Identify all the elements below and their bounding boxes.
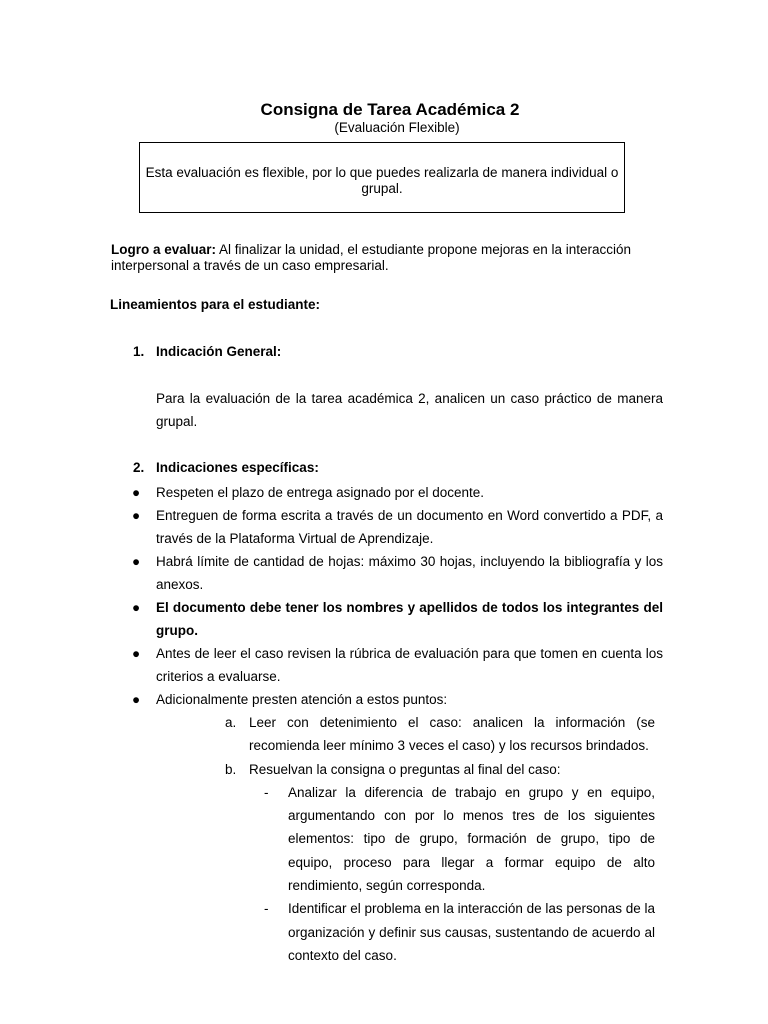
list-item-text: Adicionalmente presten atención a estos puntos: [156,692,448,707]
list-item [0,688,768,711]
list-item [0,504,768,550]
bullet-icon: ● [132,554,141,569]
learning-outcome-text: Al finalizar la unidad, el estudiante propone mejoras en la interacción interpersonal a través de un caso empresarial. [111,242,632,273]
section-1-number: 1. [133,344,145,359]
section-2-title: Indicaciones específicas: [156,460,319,475]
list-item-text: Habrá límite de cantidad de hojas: máximo 30 hojas, incluyendo la bibliografía y los anexos. [156,554,663,592]
section-1-paragraph: Para la evaluación de la tarea académica 2, analicen un caso práctico de manera grupal. [156,391,663,429]
section-1-title: Indicación General: [156,344,282,359]
list-item-text: Antes de leer el caso revisen la rúbrica de evaluación para que tomen en cuenta los criterios a evaluarse. [156,646,663,684]
list-item-text: El documento debe tener los nombres y apellidos de todos los integrantes del grupo. [156,600,663,638]
dash-list-item [0,781,768,897]
dash-list-text: Analizar la diferencia de trabajo en grupo y en equipo, argumentando con por lo menos tres de los siguientes elementos: tipo de grupo, formación de grupo, tipo de equipo, proceso para llegar a formar equipo de alto rendimiento, según corresponda. [288,784,655,894]
dash-list-item [0,897,768,967]
list-item [0,550,768,596]
sub-list-marker: b. [225,761,237,777]
bullet-icon: ● [132,646,141,661]
dash-marker: - [264,784,269,800]
section-2-number: 2. [133,460,145,475]
document-subtitle: (Evaluación Flexible) [334,120,460,135]
list-item-text: Respeten el plazo de entrega asignado por el docente. [156,485,484,500]
learning-outcome [111,242,671,273]
sub-list-text: Leer con detenimiento el caso: analicen la información (se recomienda leer mínimo 3 veces el caso) y los recursos brindados. [249,715,655,754]
flexible-notice-text: Esta evaluación es flexible, por lo que puedes realizarla de manera individual o grupal. [145,165,619,196]
list-item [0,481,768,504]
learning-outcome-label: Logro a evaluar: [111,242,217,257]
bullet-icon: ● [132,600,141,615]
bullet-icon: ● [132,508,141,523]
flexible-notice-box [139,142,625,213]
sub-list-item [0,711,768,758]
dash-marker: - [264,901,269,917]
list-item-text: Entreguen de forma escrita a través de un documento en Word convertido a PDF, a través de la Plataforma Virtual de Aprendizaje. [156,508,663,546]
bullet-icon: ● [132,692,141,707]
list-item [0,642,768,688]
document-title: Consigna de Tarea Académica 2 [260,100,520,119]
specific-instructions-list [0,481,768,967]
sub-list-item [0,758,768,781]
list-item [0,596,768,642]
guidelines-heading: Lineamientos para el estudiante: [110,297,321,312]
bullet-icon: ● [132,485,141,500]
dash-list-text: Identificar el problema en la interacción de las personas de la organización y definir sus causas, sustentando de acuerdo al contexto del caso. [288,901,655,963]
sub-list-text: Resuelvan la consigna o preguntas al final del caso: [249,761,561,777]
sub-list-marker: a. [225,715,237,730]
